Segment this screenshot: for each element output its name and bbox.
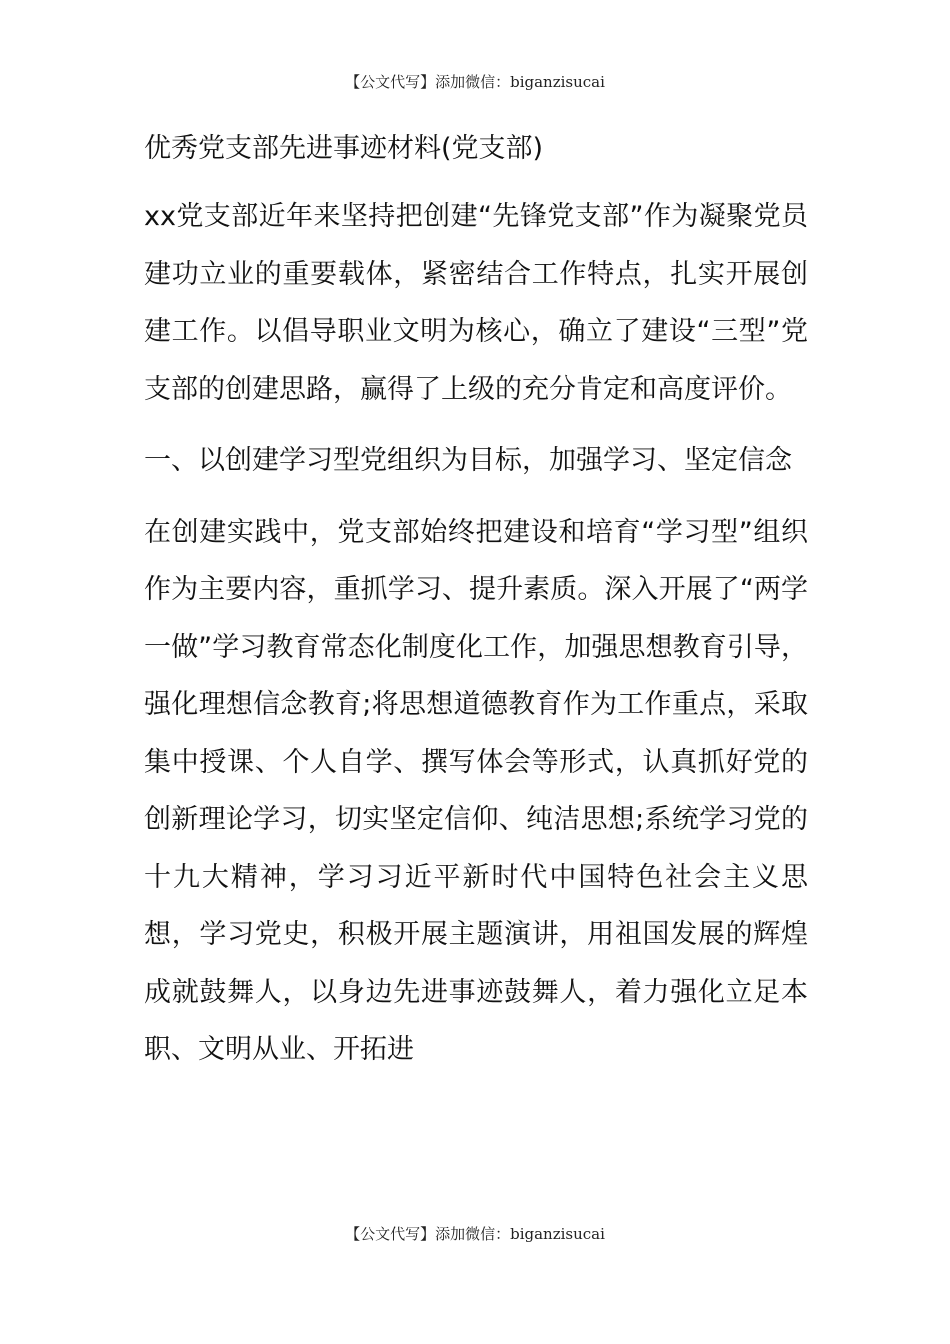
header-watermark-note: 【公文代写】添加微信：biganzisucai (345, 73, 605, 91)
document-body (144, 124, 808, 1093)
intro-paragraph: xx党支部近年来坚持把创建“先锋党支部”作为凝聚党员建功立业的重要载体，紧密结合工作特点，扎实开展创建工作。以倡导职业文明为核心，确立了建设“三型”党支部的创建思路，赢得了上级的充分肯定和高度评价。 (144, 201, 808, 405)
section-heading-1: 一、以创建学习型党组织为目标，加强学习、坚定信念 (144, 445, 792, 476)
document-title: 优秀党支部先进事迹材料(党支部) (144, 133, 544, 164)
section-1-paragraph: 在创建实践中，党支部始终把建设和培育“学习型”组织作为主要内容，重抓学习、提升素质。深入开展了“两学一做”学习教育常态化制度化工作，加强思想教育引导，强化理想信念教育;将思想道德教育作为工作重点，采取集中授课、个人自学、撰写体会等形式，认真抓好党的创新理论学习，切实坚定信仰、纯洁思想;系统学习党的十九大精神，学习习近平新时代中国特色社会主义思想，学习党史，积极开展主题演讲，用祖国发展的辉煌成就鼓舞人，以身边先进事迹鼓舞人，着力强化立足本职、文明从业、开拓进 (144, 516, 808, 1065)
footer-watermark-note: 【公文代写】添加微信：biganzisucai (345, 1225, 605, 1243)
